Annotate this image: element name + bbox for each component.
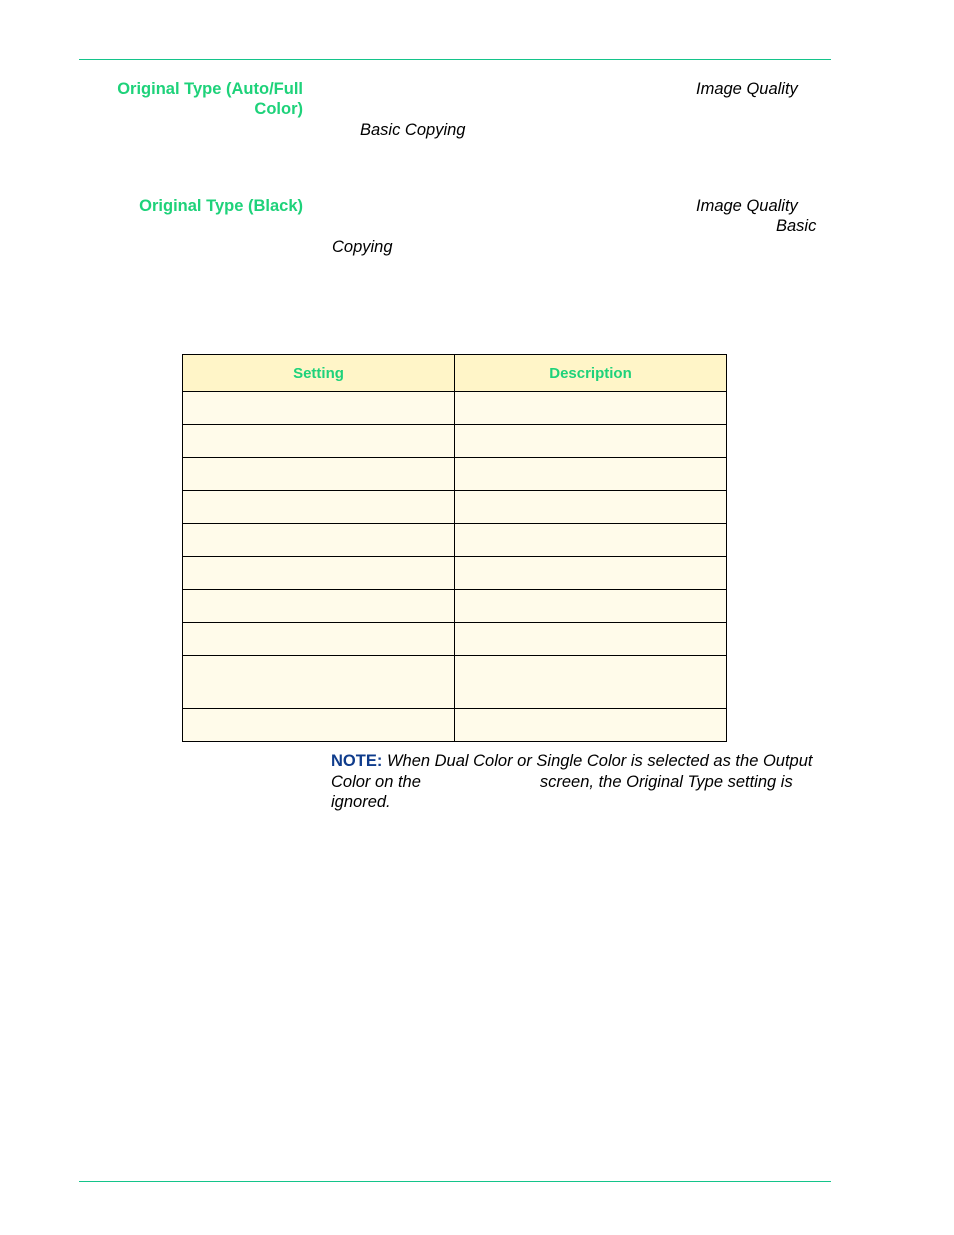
note-text-part-2: screen, the Original Type setting is ignored. — [331, 772, 793, 811]
table-row — [183, 557, 727, 590]
image-quality-reference: Image Quality — [696, 80, 798, 98]
table-row — [183, 709, 727, 742]
table-cell — [183, 709, 455, 742]
table-row — [183, 392, 727, 425]
basic-reference: Basic — [776, 217, 817, 235]
table-cell — [455, 524, 727, 557]
note-text-part-1: When Dual Color or Single Color is selected as the Output Color on the — [331, 752, 813, 791]
table-cell — [455, 590, 727, 623]
original-type-settings-table — [182, 354, 727, 742]
table-row — [183, 524, 727, 557]
output-color-note — [331, 751, 831, 813]
table-cell — [183, 425, 455, 458]
table-row — [183, 623, 727, 656]
table-cell — [183, 392, 455, 425]
note-label: NOTE: — [331, 752, 383, 770]
table-cell — [183, 656, 455, 709]
table-row — [183, 458, 727, 491]
section-heading-black — [139, 196, 303, 216]
table-cell — [183, 623, 455, 656]
copying-reference: Copying — [332, 238, 393, 256]
table-cell — [455, 709, 727, 742]
table-cell — [183, 590, 455, 623]
table-cell — [455, 491, 727, 524]
table-cell — [455, 425, 727, 458]
table-cell — [455, 557, 727, 590]
table-row — [183, 491, 727, 524]
table-cell — [455, 392, 727, 425]
heading-line-2: Color) — [254, 100, 303, 118]
table-cell — [455, 656, 727, 709]
heading-line-1: Original Type (Auto/Full — [117, 80, 303, 98]
table-cell — [183, 524, 455, 557]
image-quality-reference-2: Image Quality — [696, 197, 798, 215]
table-cell — [183, 557, 455, 590]
footer-rule — [79, 1181, 831, 1182]
table-cell — [455, 623, 727, 656]
header-setting: Setting — [183, 355, 455, 392]
header-description: Description — [455, 355, 727, 392]
header-rule — [79, 59, 831, 60]
table-cell — [183, 458, 455, 491]
basic-copying-reference: Basic Copying — [360, 121, 466, 139]
table-header-row — [183, 355, 727, 392]
table-cell — [183, 491, 455, 524]
table-row — [183, 656, 727, 709]
table-row — [183, 590, 727, 623]
table-cell — [455, 458, 727, 491]
table-row — [183, 425, 727, 458]
section-heading-auto-full-color — [117, 79, 303, 119]
heading-text: Original Type (Black) — [139, 197, 303, 215]
